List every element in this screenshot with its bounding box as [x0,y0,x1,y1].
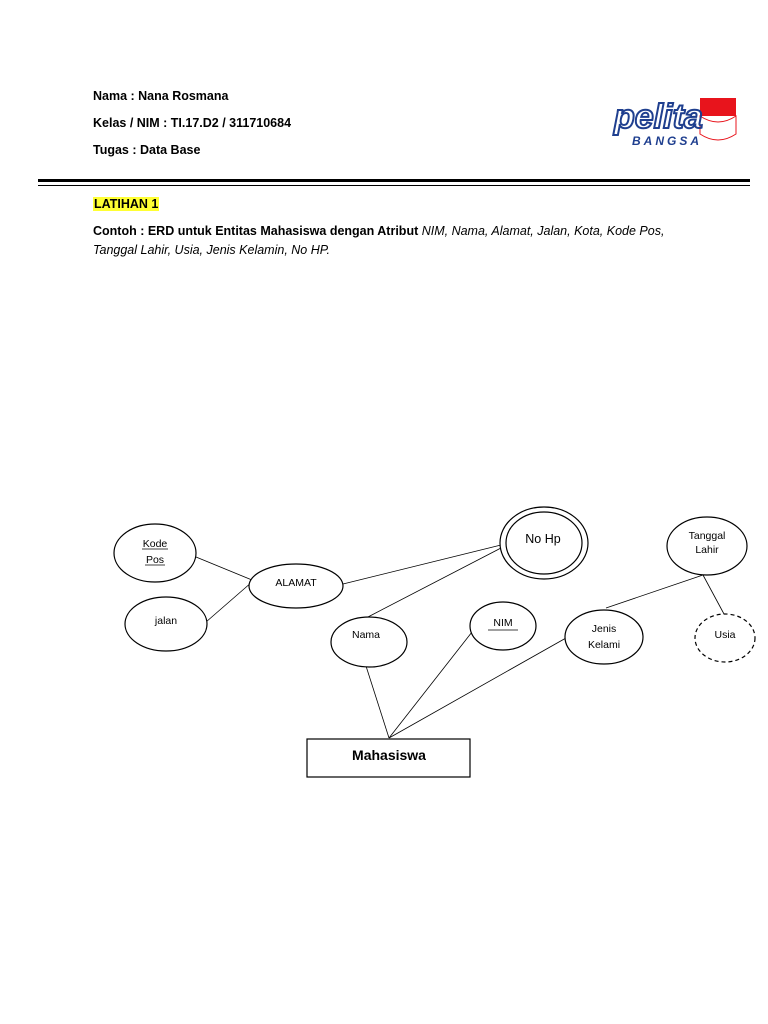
class-nim: Kelas / NIM : TI.17.D2 / 311710684 [93,116,292,130]
logo-word-pelita: pelita [614,98,703,136]
description-attributes-2: Tanggal Lahir, Usia, Jenis Kelamin, No HP. [93,243,330,257]
attr-jalan-label: jalan [154,615,178,627]
exercise-label: LATIHAN 1 [94,197,159,211]
line-jeniskelamin-mahasiswa [389,638,566,738]
attr-nim-label: NIM [493,617,513,629]
line-nama-nohp [366,548,501,618]
description-lead: Contoh : ERD untuk Entitas Mahasiswa dengan Atribut [93,224,422,238]
assignment: Tugas : Data Base [93,143,201,157]
attr-jenis-kelamin [565,610,643,664]
attr-nama [331,617,407,667]
line-jalan-alamat [206,582,252,622]
attr-usia-label: Usia [714,629,736,641]
attr-jenis-kelamin-line1: Jenis [591,623,617,635]
student-name: Nama : Nana Rosmana [93,89,229,103]
attr-kode-pos-line2: Pos [145,554,165,566]
attr-jenis-kelamin-line2: Kelami [587,639,621,651]
line-kodepos-alamat [196,557,252,580]
line-alamat-nohp [343,545,501,584]
line-jeniskelamin-tanggallahir [606,575,703,608]
entity-mahasiswa-label: Mahasiswa [352,747,426,763]
attr-tanggal-lahir-line2: Lahir [695,544,719,556]
line-tanggallahir-usia [703,575,724,614]
attr-kode-pos [114,524,196,582]
logo-word-bangsa: BANGSA [632,134,703,148]
attr-kode-pos-line1: Kode [142,538,168,550]
attr-tanggal-lahir-line1: Tanggal [688,530,726,542]
description-attributes: NIM, Nama, Alamat, Jalan, Kota, Kode Pos, [421,224,665,238]
line-nama-mahasiswa [366,666,389,738]
attr-nama-label: Nama [351,629,381,641]
attr-alamat-label: ALAMAT [275,577,317,589]
attr-no-hp-label: No Hp [525,532,561,546]
